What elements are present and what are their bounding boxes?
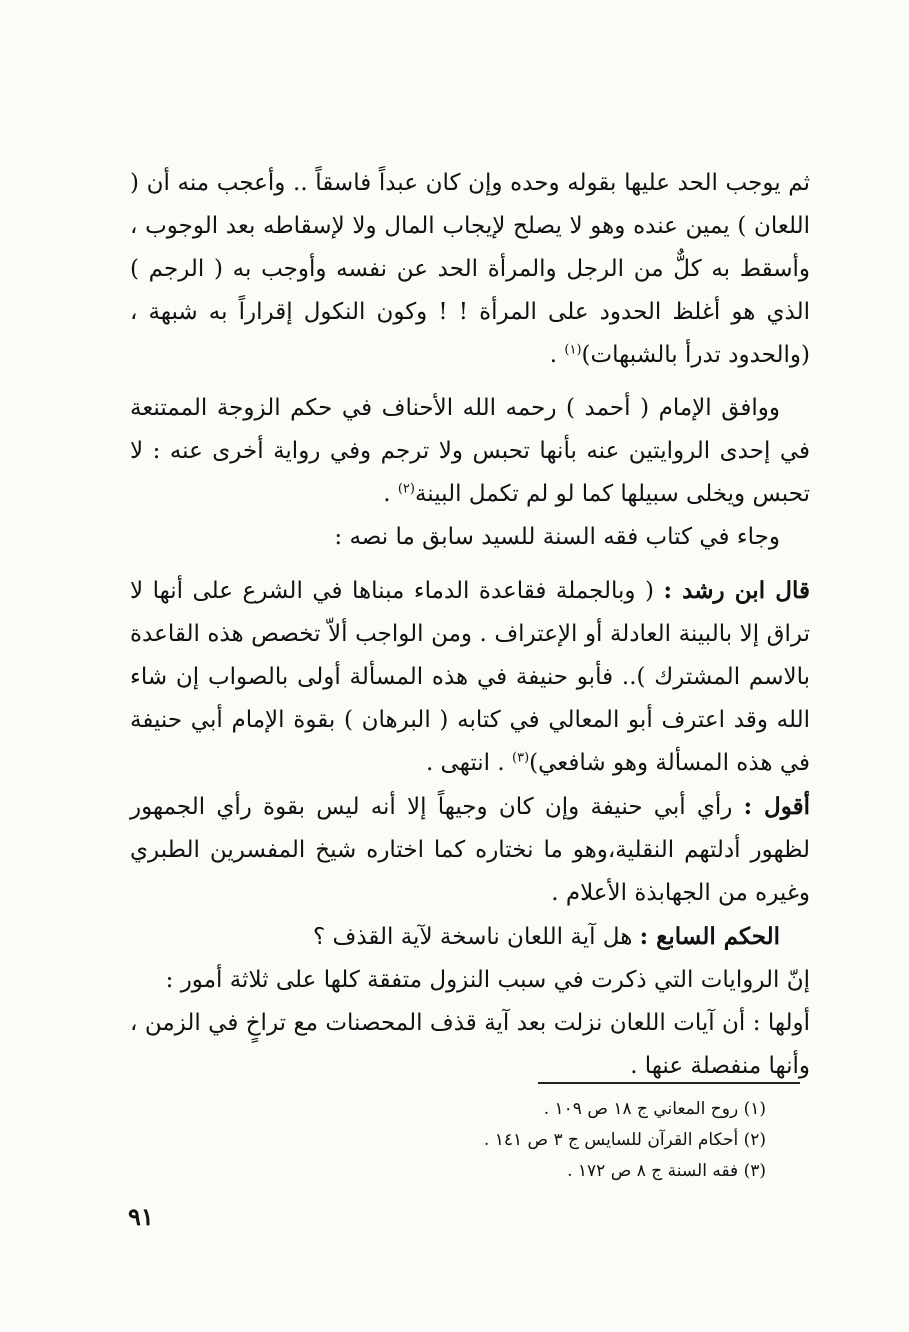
paragraph-2-end: . (383, 481, 398, 507)
paragraph-4-lead: قال ابن رشد : (663, 577, 810, 604)
footnote-ref-3: (٣) (512, 750, 530, 766)
paragraph-2-text: ووافق الإمام ( أحمد ) رحمه الله الأحناف في حكم الزوجة الممتنعة في إحدى الروايتين عنه بأنها تحبس ولا ترجم وفي رواية أخرى عنه : لا تحبس ويخلى سبيلها كما لو لم تكمل البينة (130, 395, 810, 507)
section-heading-text: هل آية اللعان ناسخة لآية القذف ؟ (312, 924, 640, 950)
paragraph-1-text: ثم يوجب الحد عليها بقوله وحده وإن كان عبداً فاسقاً .. وأعجب منه أن ( اللعان ) يمين عنده وهو لا يصلح لإيجاب المال ولا لإسقاطه بعد الوجوب ، وأسقط به كلٌّ من الرجل والمرأة الحد عن نفسه وأوجب به ( الرجم ) الذي هو أغلظ الحدود على المرأة ! ! وكون النكول إقراراً به شبهة ، (والحدود تدرأ بالشبهات) (130, 170, 810, 368)
footnote-1: (١) روح المعاني ج ١٨ ص ١٠٩ . (543, 1099, 766, 1119)
footnote-3: (٣) فقه السنة ج ٨ ص ١٧٢ . (567, 1161, 766, 1181)
main-text (130, 162, 810, 1088)
paragraph-7: إنّ الروايات التي ذكرت في سبب النزول متفقة كلها على ثلاثة أمور : (165, 967, 810, 993)
paragraph-3: وجاء في كتاب فقه السنة للسيد سابق ما نصه : (334, 524, 780, 550)
paragraph-4-end: . انتهى . (425, 750, 512, 776)
footnotes (300, 1094, 766, 1187)
footnote-ref-2: (٢) (397, 481, 415, 497)
paragraph-5 (130, 785, 810, 915)
paragraph-4-text: ( وبالجملة فقاعدة الدماء مبناها في الشرع على أنها لا تراق إلا بالبينة العادلة أو الإعتراف . ومن الواجب ألاّ تخصص هذه القاعدة بالاسم المشترك ).. فأبو حنيفة في هذه المسألة أولى بالصواب إن شاء الله وقد اعترف أبو المعالي في كتابه ( البرهان ) بقوة الإمام أبي حنيفة في هذه المسألة وهو شافعي) (130, 578, 810, 776)
paragraph-1 (130, 162, 810, 377)
page-number: ٩١ (128, 1202, 154, 1231)
paragraph-5-text: رأي أبي حنيفة وإن كان وجيهاً إلا أنه ليس بقوة رأي الجمهور لظهور أدلتهم النقلية،وهو ما نختاره كما اختاره شيخ المفسرين الطبري وغيره من الجهابذة الأعلام . (130, 794, 810, 906)
paragraph-4 (130, 569, 810, 785)
section-heading (130, 915, 810, 959)
footnote-2: (٢) أحكام القرآن للسايس ج ٣ ص ١٤١ . (483, 1130, 766, 1150)
paragraph-1-end: . (549, 342, 565, 368)
paragraph-5-lead: أقول : (743, 793, 810, 820)
footnote-divider (538, 1082, 800, 1084)
paragraph-2 (130, 387, 810, 516)
footnote-ref-1: (١) (564, 342, 582, 358)
section-heading-lead: الحكم السابع : (639, 923, 780, 950)
paragraph-8: أولها : أن آيات اللعان نزلت بعد آية قذف المحصنات مع تراخٍ في الزمن ، وأنها منفصلة عنها . (130, 1010, 810, 1079)
